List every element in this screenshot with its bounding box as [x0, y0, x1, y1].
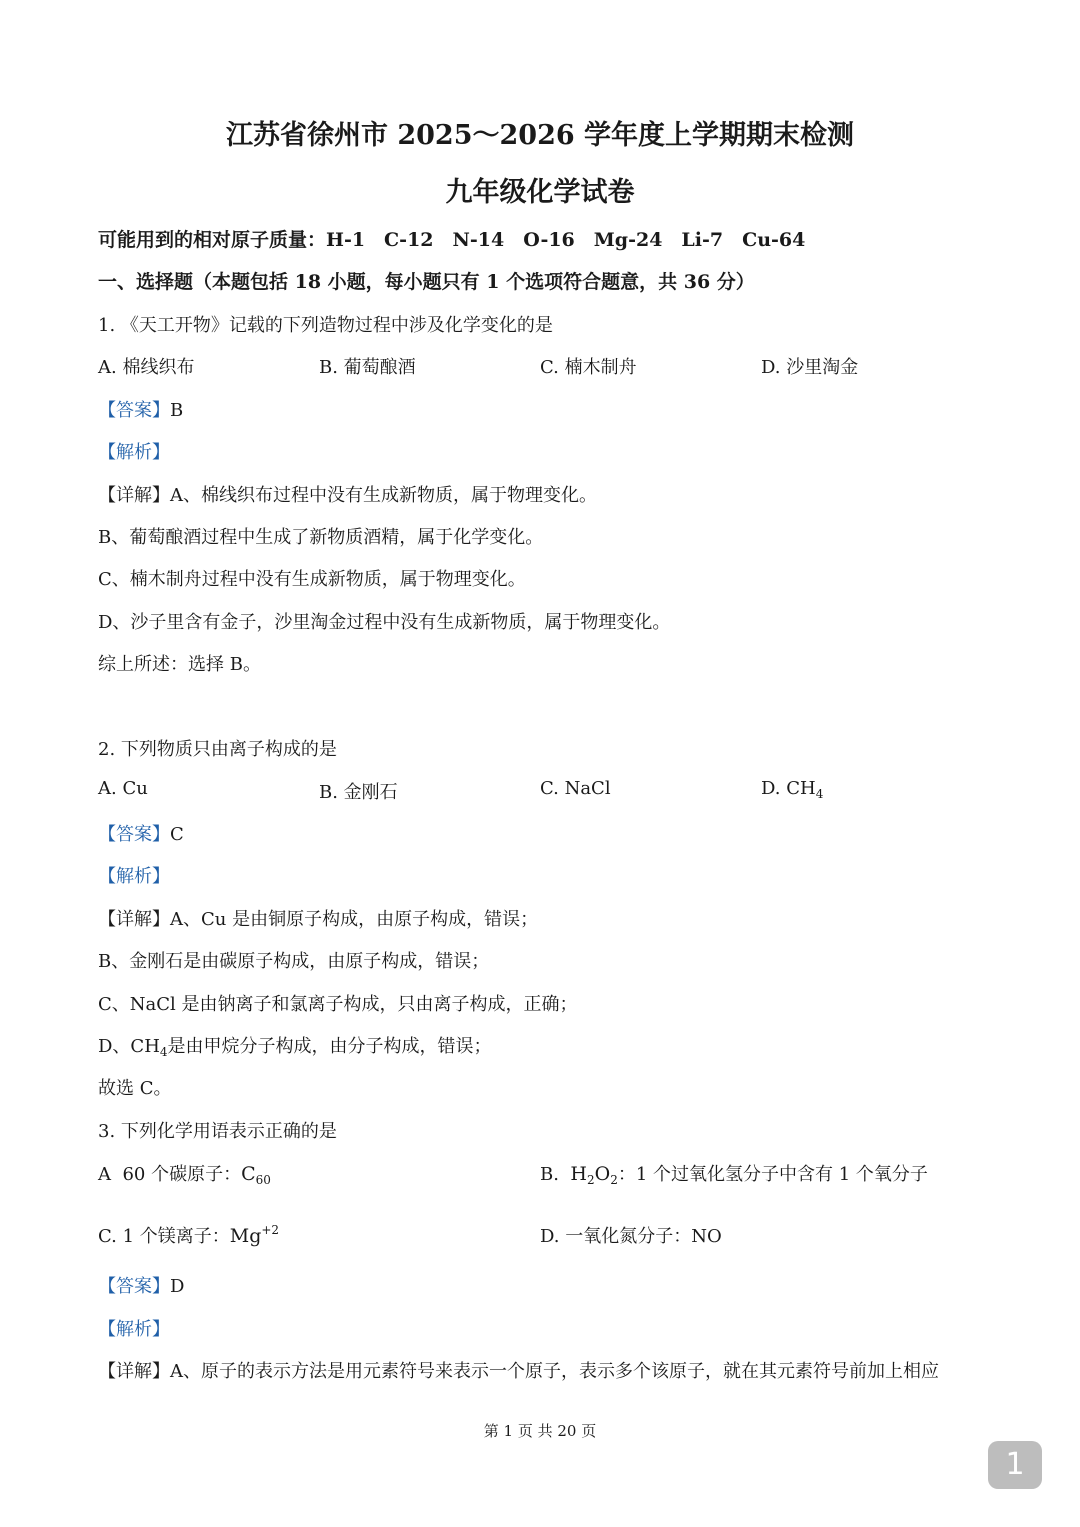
answer-tag: 【答案】 — [98, 824, 170, 845]
q1-option-d: D. 沙里淘金 — [761, 357, 859, 378]
answer-tag: 【答案】 — [98, 400, 170, 421]
q2-detail-a: A、Cu 是由铜原子构成，由原子构成，错误； — [170, 909, 539, 930]
q3-answer — [98, 1272, 184, 1298]
q2-detail-d-sub: 4 — [159, 1045, 168, 1059]
q3-option-d: D. 一氧化氮分子：NO — [540, 1226, 722, 1247]
q1-option-c: C. 楠木制舟 — [540, 357, 637, 378]
analysis-tag: 【解析】 — [98, 1319, 170, 1340]
q1-conclusion: 综上所述：选择 B。 — [98, 654, 261, 675]
q2-option-d-text: D. CH — [761, 778, 816, 799]
q3-stem: 3. 下列化学用语表示正确的是 — [98, 1121, 337, 1142]
q2-analysis — [98, 862, 170, 888]
q2-detail-c: C、NaCl 是由钠离子和氯离子构成，只由离子构成，正确； — [98, 994, 578, 1015]
q2-option-b: B. 金刚石 — [319, 782, 398, 803]
q1-detail-c: C、楠木制舟过程中没有生成新物质，属于物理变化。 — [98, 569, 526, 590]
q1-analysis — [98, 438, 170, 464]
q2-detail — [98, 905, 538, 931]
q3-option-b-sub2: 2 — [610, 1173, 618, 1187]
q3-option-a-formula: C — [241, 1163, 256, 1185]
q1-stem: 1. 《天工开物》记载的下列造物过程中涉及化学变化的是 — [98, 315, 553, 336]
q3-option-c-text: C. 1 个镁离子： — [98, 1226, 230, 1247]
q3-analysis — [98, 1315, 170, 1341]
q2-detail-b: B、金刚石是由碳原子构成，由原子构成，错误； — [98, 951, 490, 972]
q3-detail — [98, 1357, 939, 1383]
q3-option-b-sub1: 2 — [586, 1173, 595, 1187]
q1-answer — [98, 396, 183, 422]
q2-option-a: A. Cu — [98, 778, 148, 799]
detail-tag: 【详解】 — [98, 1361, 170, 1382]
analysis-tag: 【解析】 — [98, 866, 170, 887]
answer-tag: 【答案】 — [98, 1276, 170, 1297]
q1-answer-value: B — [170, 400, 184, 421]
q2-answer — [98, 820, 184, 846]
q2-conclusion: 故选 C。 — [98, 1078, 172, 1099]
q1-detail-b: B、葡萄酿酒过程中生成了新物质酒精，属于化学变化。 — [98, 527, 544, 548]
detail-tag: 【详解】 — [98, 909, 170, 930]
section-heading: 一、选择题（本题包括 18 小题，每小题只有 1 个选项符合题意，共 36 分） — [98, 271, 755, 293]
q3-option-a-prefix: A — [98, 1164, 111, 1185]
analysis-tag: 【解析】 — [98, 442, 170, 463]
page-footer: 第 1 页 共 20 页 — [483, 1422, 597, 1440]
q2-answer-value: C — [170, 824, 184, 845]
q3-option-b-h: H — [570, 1163, 587, 1185]
page-title: 江苏省徐州市 2025～2026 学年度上学期期末检测 — [225, 120, 855, 151]
q3-option-b — [540, 1160, 928, 1187]
q1-detail — [98, 481, 597, 507]
q3-detail-a: A、原子的表示方法是用元素符号来表示一个原子，表示多个该原子，就在其元素符号前加上相应 — [170, 1361, 939, 1382]
page-number-badge[interactable]: 1 — [988, 1441, 1042, 1489]
q3-option-b-o: O — [594, 1163, 611, 1185]
q2-detail-d-prefix: D、CH — [98, 1036, 160, 1057]
atomic-mass-line: 可能用到的相对原子质量：H-1 C-12 N-14 O-16 Mg-24 Li-7 Cu-64 — [98, 229, 806, 251]
q2-detail-d-text: 是由甲烷分子构成，由分子构成，错误； — [167, 1036, 492, 1057]
q3-option-b-prefix: B. — [540, 1164, 559, 1185]
q1-option-b: B. 葡萄酿酒 — [319, 357, 416, 378]
q2-detail-d — [98, 1032, 492, 1059]
q2-option-c: C. NaCl — [540, 778, 611, 799]
detail-tag: 【详解】 — [98, 485, 170, 506]
q3-option-c-formula: Mg — [229, 1225, 262, 1247]
q3-option-a — [98, 1160, 271, 1187]
q3-option-c — [98, 1222, 279, 1248]
q1-detail-d: D、沙子里含有金子，沙里淘金过程中没有生成新物质，属于物理变化。 — [98, 612, 671, 633]
q2-stem: 2. 下列物质只由离子构成的是 — [98, 739, 337, 760]
q3-option-c-sup: +2 — [261, 1223, 280, 1237]
q1-detail-a: A、棉线织布过程中没有生成新物质，属于物理变化。 — [170, 485, 597, 506]
q3-option-a-text: 60 个碳原子： — [122, 1164, 242, 1185]
q3-option-b-text: ：1 个过氧化氢分子中含有 1 个氧分子 — [617, 1164, 928, 1185]
q2-option-d — [761, 778, 823, 801]
page-subtitle: 九年级化学试卷 — [445, 177, 635, 208]
q3-answer-value: D — [170, 1276, 185, 1297]
q2-option-d-sub: 4 — [815, 787, 824, 801]
q1-option-a: A. 棉线织布 — [98, 357, 195, 378]
q3-option-a-sub: 60 — [255, 1173, 271, 1187]
